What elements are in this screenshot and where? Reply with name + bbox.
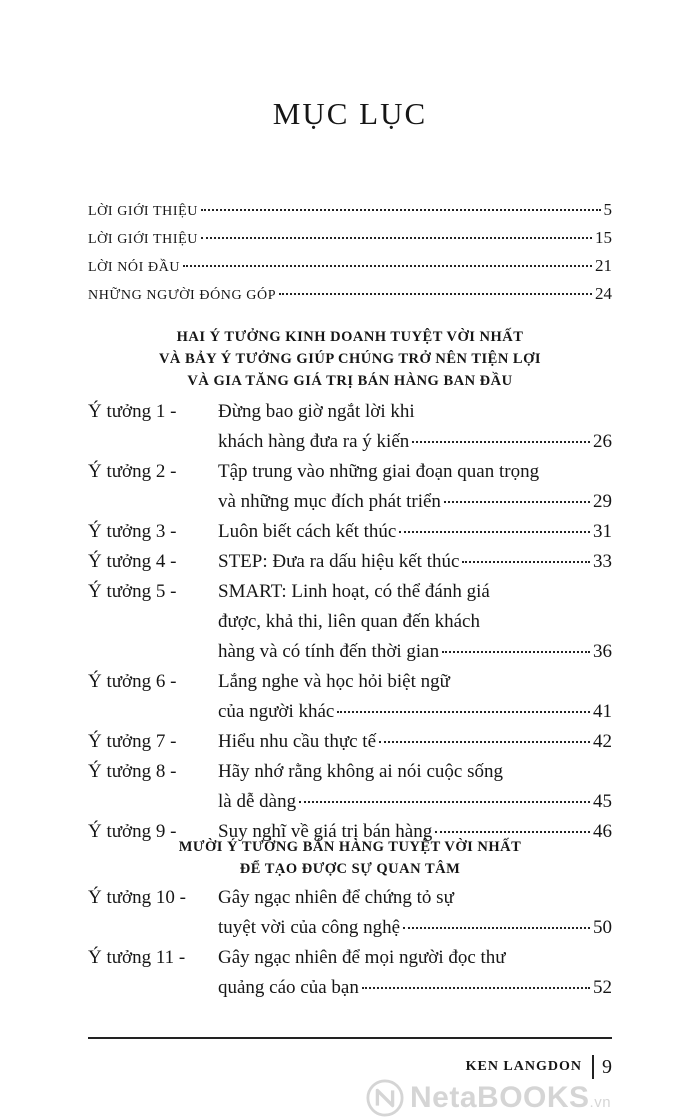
toc-idea-entry[interactable] bbox=[88, 667, 612, 727]
idea-title-line: được, khả thi, liên quan đến khách bbox=[218, 611, 480, 632]
idea-title-line: là dễ dàng bbox=[218, 791, 297, 812]
idea-label: Ý tưởng 9 - bbox=[88, 821, 177, 842]
idea-title-line: STEP: Đưa ra dấu hiệu kết thúc bbox=[218, 551, 460, 572]
dot-leader bbox=[462, 561, 590, 563]
front-matter-list bbox=[88, 200, 612, 312]
footer-rule bbox=[88, 1037, 612, 1039]
toc-entry-label: LỜI GIỚI THIỆU bbox=[88, 204, 199, 219]
toc-idea-entry[interactable] bbox=[88, 883, 612, 943]
idea-label: Ý tưởng 11 - bbox=[88, 947, 186, 968]
idea-label: Ý tưởng 8 - bbox=[88, 761, 177, 782]
idea-title-line: của người khác bbox=[218, 701, 335, 722]
author-name: KEN LANGDON bbox=[465, 1059, 582, 1074]
idea-page: 31 bbox=[593, 521, 612, 542]
idea-page: 45 bbox=[593, 791, 612, 812]
section-heading-line: ĐỂ TẠO ĐƯỢC SỰ QUAN TÂM bbox=[239, 861, 461, 877]
dot-leader bbox=[279, 293, 592, 295]
section-heading-line: VÀ GIA TĂNG GIÁ TRỊ BÁN HÀNG BAN ĐẦU bbox=[187, 373, 513, 389]
dot-leader bbox=[403, 927, 590, 929]
dot-leader bbox=[299, 801, 590, 803]
idea-page: 46 bbox=[593, 821, 612, 842]
idea-label: Ý tưởng 10 - bbox=[88, 887, 186, 908]
idea-label: Ý tưởng 4 - bbox=[88, 551, 177, 572]
idea-title-line: tuyệt vời của công nghệ bbox=[218, 917, 401, 938]
toc-entry[interactable] bbox=[88, 256, 612, 284]
idea-title-line: Tập trung vào những giai đoạn quan trọng bbox=[218, 461, 540, 482]
section-heading-line: HAI Ý TƯỞNG KINH DOANH TUYỆT VỜI NHẤT bbox=[176, 329, 524, 345]
toc-idea-entry[interactable] bbox=[88, 397, 612, 457]
toc-idea-entry[interactable] bbox=[88, 577, 612, 667]
idea-page: 36 bbox=[593, 641, 612, 662]
section-heading-line: VÀ BẢY Ý TƯỞNG GIÚP CHÚNG TRỞ NÊN TIỆN LỢI bbox=[158, 351, 542, 367]
idea-title-line: Gây ngạc nhiên để mọi người đọc thư bbox=[218, 947, 506, 968]
toc-idea-entry[interactable] bbox=[88, 547, 612, 577]
toc-entry-label: LỜI GIỚI THIỆU bbox=[88, 232, 199, 247]
dot-leader bbox=[379, 741, 590, 743]
toc-entry-label: LỜI NÓI ĐẦU bbox=[88, 260, 181, 275]
toc-idea-entry[interactable] bbox=[88, 517, 612, 547]
dot-leader bbox=[412, 441, 590, 443]
section-entries bbox=[88, 397, 612, 847]
idea-label: Ý tưởng 3 - bbox=[88, 521, 177, 542]
toc-entry[interactable] bbox=[88, 228, 612, 256]
section-heading bbox=[0, 836, 700, 880]
idea-page: 33 bbox=[593, 551, 612, 572]
idea-title-line: hàng và có tính đến thời gian bbox=[218, 641, 440, 662]
toc-entry-label: NHỮNG NGƯỜI ĐÓNG GÓP bbox=[88, 288, 277, 303]
toc-entry[interactable] bbox=[88, 284, 612, 312]
idea-label: Ý tưởng 7 - bbox=[88, 731, 177, 752]
idea-label: Ý tưởng 1 - bbox=[88, 401, 177, 422]
toc-entry-page: 15 bbox=[595, 228, 612, 247]
section-heading-line: MƯỜI Ý TƯỞNG BÁN HÀNG TUYỆT VỜI NHẤT bbox=[178, 839, 522, 855]
dot-leader bbox=[399, 531, 590, 533]
idea-page: 52 bbox=[593, 977, 612, 998]
idea-title-line: Suy nghĩ về giá trị bán hàng bbox=[218, 821, 433, 842]
dot-leader bbox=[435, 831, 590, 833]
watermark-brand: NetaBOOKS bbox=[410, 1081, 590, 1114]
idea-title-line: và những mục đích phát triển bbox=[218, 491, 441, 512]
toc-entry[interactable] bbox=[88, 200, 612, 228]
watermark bbox=[366, 1076, 700, 1120]
dot-leader bbox=[201, 209, 600, 211]
idea-title-line: SMART: Linh hoạt, có thể đánh giá bbox=[218, 581, 490, 602]
idea-label: Ý tưởng 2 - bbox=[88, 461, 177, 482]
dot-leader bbox=[201, 237, 592, 239]
toc-idea-entry[interactable] bbox=[88, 727, 612, 757]
toc-idea-entry[interactable] bbox=[88, 757, 612, 817]
idea-title-line: Luôn biết cách kết thúc bbox=[218, 521, 397, 542]
idea-title-line: Lắng nghe và học hỏi biệt ngữ bbox=[218, 671, 450, 692]
idea-label: Ý tưởng 6 - bbox=[88, 671, 177, 692]
section-heading bbox=[0, 326, 700, 392]
idea-page: 50 bbox=[593, 917, 612, 938]
idea-label: Ý tưởng 5 - bbox=[88, 581, 177, 602]
dot-leader bbox=[362, 987, 590, 989]
netabooks-logo-icon bbox=[366, 1079, 404, 1117]
idea-page: 29 bbox=[593, 491, 612, 512]
idea-title-line: Hãy nhớ rằng không ai nói cuộc sống bbox=[218, 761, 503, 782]
idea-page: 41 bbox=[593, 701, 612, 722]
toc-entry-page: 5 bbox=[603, 200, 612, 219]
page-title: MỤC LỤC bbox=[272, 96, 428, 131]
dot-leader bbox=[442, 651, 590, 653]
idea-title-line: Hiểu nhu cầu thực tế bbox=[218, 731, 377, 752]
idea-title-line: Gây ngạc nhiên để chứng tỏ sự bbox=[218, 887, 454, 908]
idea-title-line: khách hàng đưa ra ý kiến bbox=[218, 431, 410, 452]
toc-idea-entry[interactable] bbox=[88, 457, 612, 517]
section-entries bbox=[88, 883, 612, 1003]
idea-page: 42 bbox=[593, 731, 612, 752]
watermark-suffix: .vn bbox=[589, 1094, 612, 1111]
toc-entry-page: 21 bbox=[595, 256, 612, 275]
idea-title-line: quảng cáo của bạn bbox=[218, 977, 359, 998]
toc-entry-page: 24 bbox=[595, 284, 612, 303]
idea-page: 26 bbox=[593, 431, 612, 452]
idea-title-line: Đừng bao giờ ngắt lời khi bbox=[218, 401, 415, 422]
dot-leader bbox=[183, 265, 592, 267]
toc-idea-entry[interactable] bbox=[88, 943, 612, 1003]
dot-leader bbox=[337, 711, 590, 713]
watermark-text bbox=[410, 1081, 611, 1115]
dot-leader bbox=[444, 501, 590, 503]
page-number: 9 bbox=[602, 1055, 612, 1078]
